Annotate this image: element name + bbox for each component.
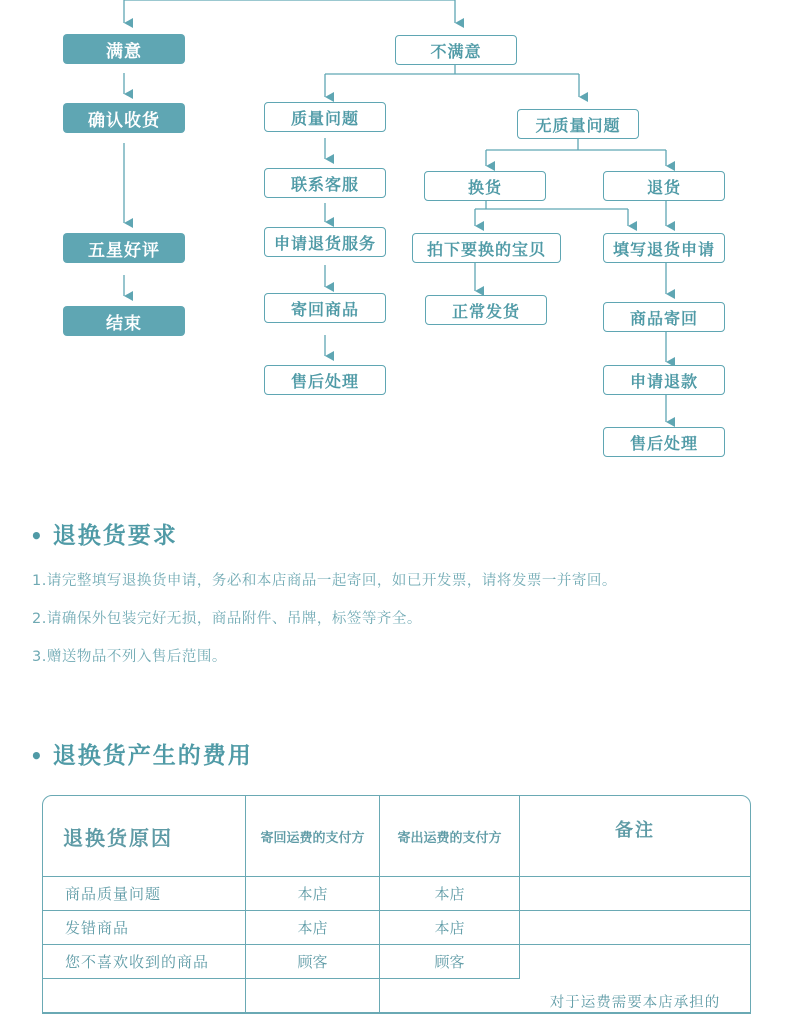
table-header-row xyxy=(43,796,750,877)
node-exchange: 换货 xyxy=(424,171,546,201)
cell-return-payer: 本店 xyxy=(246,877,380,911)
node-end: 结束 xyxy=(63,306,185,336)
requirement-item-3: 3.赠送物品不列入售后范围。 xyxy=(32,649,227,665)
fees-title-text: 退换货产生的费用 xyxy=(52,743,253,769)
fees-table xyxy=(42,795,751,1014)
table-row xyxy=(43,945,750,979)
node-after-sales-left: 售后处理 xyxy=(264,365,386,395)
header-send-payer: 寄出运费的支付方 xyxy=(380,796,520,877)
cell-send-payer: 顾客 xyxy=(380,945,520,979)
node-goods-sent-back: 商品寄回 xyxy=(603,302,725,332)
table-row xyxy=(43,911,750,945)
cell-return-payer: 本店 xyxy=(246,911,380,945)
cell-note xyxy=(520,911,750,945)
node-quality-issue: 质量问题 xyxy=(264,102,386,132)
cell-return-payer xyxy=(246,979,380,1013)
node-five-star-review: 五星好评 xyxy=(63,233,185,263)
cell-return-payer: 顾客 xyxy=(246,945,380,979)
node-normal-shipping: 正常发货 xyxy=(425,295,547,325)
node-return: 退货 xyxy=(603,171,725,201)
requirement-item-2: 2.请确保外包装完好无损，商品附件、吊牌，标签等齐全。 xyxy=(32,611,422,627)
cell-reason: 您不喜欢收到的商品 xyxy=(43,945,246,979)
cell-send-payer xyxy=(380,979,520,1013)
cell-reason: 发错商品 xyxy=(43,911,246,945)
header-note: 备注 xyxy=(520,796,750,877)
header-return-payer: 寄回运费的支付方 xyxy=(246,796,380,877)
node-apply-refund: 申请退款 xyxy=(603,365,725,395)
node-satisfied: 满意 xyxy=(63,34,185,64)
node-no-quality-issue: 无质量问题 xyxy=(517,109,639,139)
node-send-back-goods: 寄回商品 xyxy=(264,293,386,323)
cell-send-payer: 本店 xyxy=(380,911,520,945)
node-after-sales-right: 售后处理 xyxy=(603,427,725,457)
cell-send-payer: 本店 xyxy=(380,877,520,911)
fees-title xyxy=(30,737,253,770)
cell-note xyxy=(520,877,750,911)
cell-reason xyxy=(43,979,246,1013)
cell-reason: 商品质量问题 xyxy=(43,877,246,911)
requirements-title xyxy=(30,517,178,550)
cell-note-freight: 对于运费需要本店承担的 xyxy=(520,945,750,1013)
table-row xyxy=(43,877,750,911)
node-contact-service: 联系客服 xyxy=(264,168,386,198)
node-apply-return-service: 申请退货服务 xyxy=(264,227,386,257)
requirement-item-1: 1.请完整填写退换货申请，务必和本店商品一起寄回，如已开发票，请将发票一并寄回。 xyxy=(32,573,617,589)
node-order-replacement: 拍下要换的宝贝 xyxy=(412,233,561,263)
header-reason: 退换货原因 xyxy=(43,796,246,877)
node-fill-return-request: 填写退货申请 xyxy=(603,233,725,263)
requirements-title-text: 退换货要求 xyxy=(52,523,178,549)
bullet-dot-icon: • xyxy=(30,744,45,768)
node-confirm-receipt: 确认收货 xyxy=(63,103,185,133)
node-unsatisfied: 不满意 xyxy=(395,35,517,65)
bullet-dot-icon: • xyxy=(30,524,45,548)
